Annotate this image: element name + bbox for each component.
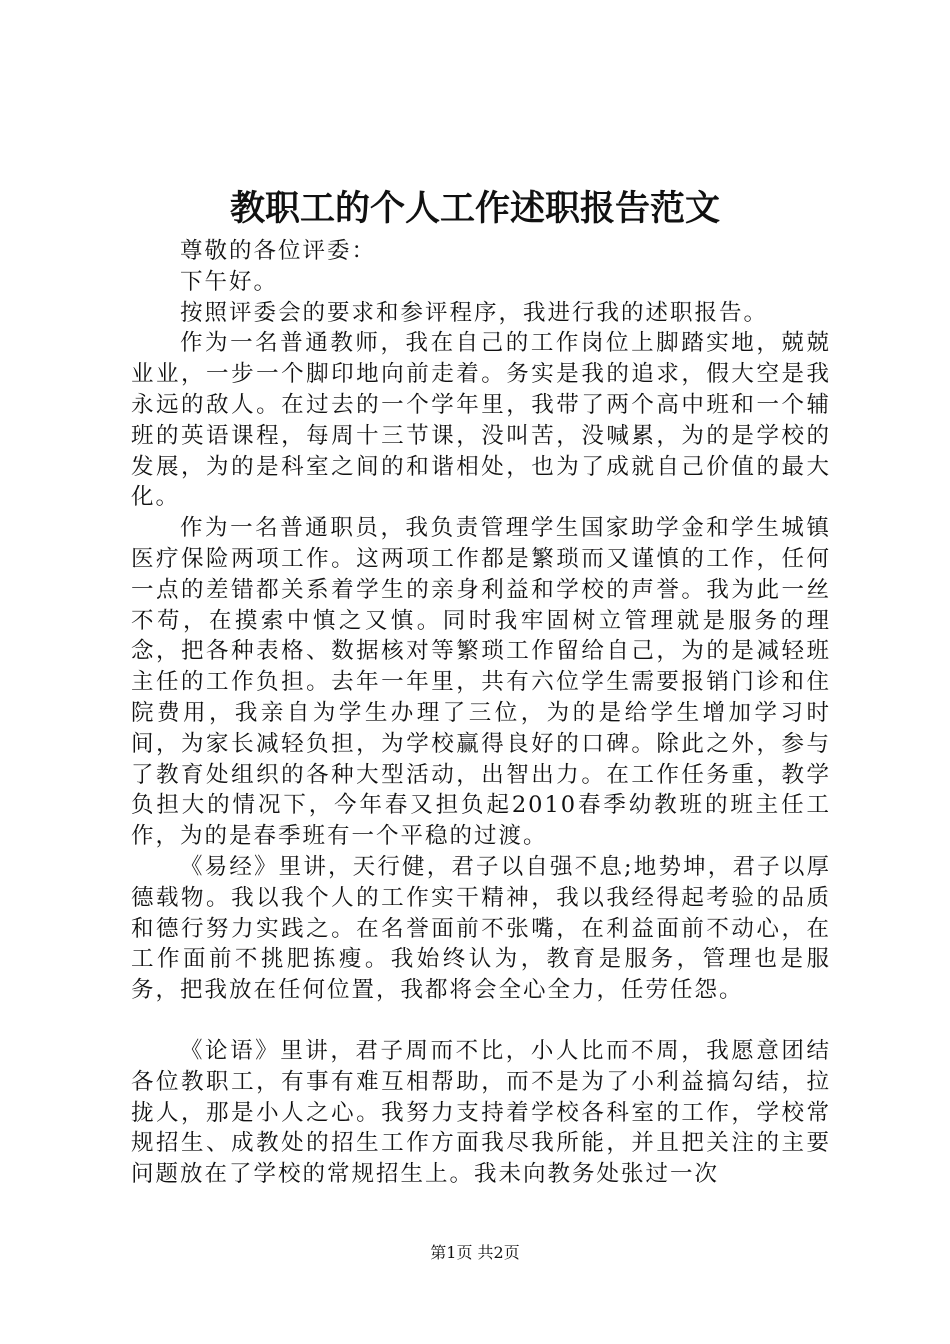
intro-paragraph: 按照评委会的要求和参评程序，我进行我的述职报告。 bbox=[180, 299, 769, 326]
greeting: 下午好。 bbox=[180, 268, 279, 295]
salutation: 尊敬的各位评委： bbox=[180, 238, 377, 264]
staff-paragraph: 作为一名普通职员，我负责管理学生国家助学金和学生城镇医疗保险两项工作。这两项工作都是繁琐而又谨慎的工作，任何一点的差错都关系着学生的亲身利益和学校的声誉。我为此一丝不苟，在摸索中慎之又慎。同时我牢固树立管理就是服务的理念，把各种表格、数据核对等繁琐工作留给自己，为的是减轻班主任的工作负担。去年一年里，共有六位学生需要报销门诊和住院费用，我亲自为学生办理了三位，为的是给学生增加学习时间，为家长减轻负担，为学校赢得良好的口碑。除此之外，参与了教育处组织的各种大型活动，出智出力。在工作任务重，教学负担大的情况下，今年春又担负起2010春季幼教班的班主任工作，为的是春季班有一个平稳的过渡。 bbox=[131, 515, 831, 850]
page-number-footer: 第1页 共2页 bbox=[430, 1243, 520, 1262]
document-title: 教职工的个人工作述职报告范文 bbox=[229, 188, 720, 229]
teacher-paragraph: 作为一名普通教师，我在自己的工作岗位上脚踏实地，兢兢业业，一步一个脚印地向前走着。务实是我的追求，假大空是我永远的敌人。在过去的一个学年里，我带了两个高中班和一个辅班的英语课程，每周十三节课，没叫苦，没喊累，为的是学校的发展，为的是科室之间的和谐相处，也为了成就自己价值的最大化。 bbox=[131, 330, 831, 511]
lunyu-paragraph: 《论语》里讲，君子周而不比，小人比而不周，我愿意团结各位教职工，有事有难互相帮助，而不是为了小利益搞勾结，拉拢人，那是小人之心。我努力支持着学校各科室的工作，学校常规招生、成教处的招生工作方面我尽我所能，并且把关注的主要问题放在了学校的常规招生上。我未向教务处张过一次 bbox=[131, 1037, 831, 1188]
yijing-paragraph: 《易经》里讲，天行健，君子以自强不息;地势坤，君子以厚德载物。我以我个人的工作实干精神，我以我经得起考验的品质和德行努力实践之。在名誉面前不张嘴，在利益面前不动心，在工作面前不挑肥拣瘦。我始终认为，教育是服务，管理也是服务，把我放在任何位置，我都将会全心全力，任劳任怨。 bbox=[131, 853, 831, 1004]
document-body bbox=[131, 236, 831, 1190]
